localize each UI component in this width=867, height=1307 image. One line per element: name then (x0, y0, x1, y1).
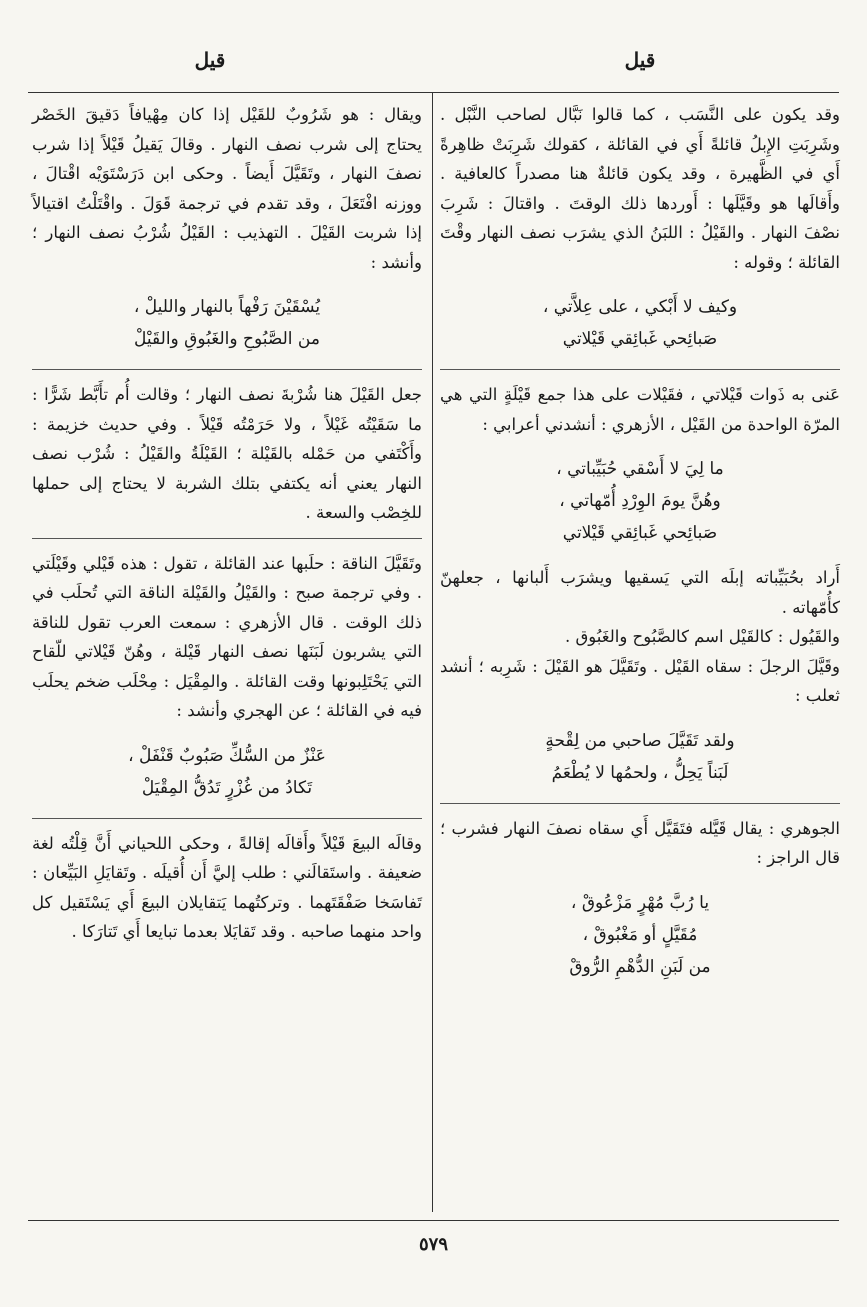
left-verse-1 (32, 291, 422, 355)
header-right-word: قيل (624, 48, 656, 72)
section-separator (32, 538, 422, 539)
page-number: ٥٧٩ (418, 1234, 448, 1255)
right-paragraph-6: الجوهري : يقال قَيَّله فتَقَيَّل أَي سقاه نصفَ النهار فشرب ؛ قال الراجز : (440, 818, 840, 867)
verse-line: تَكادُ من غُزْرٍ تَدُقُّ المِقْيَلْ (141, 777, 313, 798)
verse-line: ما لِيَ لا أَسْقي حُبَيِّباتي ، (556, 459, 724, 479)
bottom-rule (28, 1220, 839, 1221)
column-divider (432, 92, 433, 1212)
left-paragraph-3: وتَقَيَّلَ الناقة : حلَبها عند القائلة ، تقول : هذه قَيْلي وقَيْلَتي . وفي ترجمة صبح : والقَيْلُ والقَيْلة الناقة التي تُحلَب في ذلك الوقت . قال الأزهري : سمعت العرب تقول للناقة التي يشربون لَبَنَها نصف النهار قَيْلة ، وهُنّ قَيْلاتي للّقاح التي يَحْتَلِبونها وقت القائلة . والمِقْيَل : مِحْلَب ضخم يحلَب فيه في القائلة ؛ عن الهجري وأنشد : (32, 553, 422, 720)
top-rule (28, 92, 839, 93)
section-separator (32, 369, 422, 370)
left-paragraph-4: وقالَه البيعَ قَيْلاً وأَقالَه إقالةً ، وحكى اللحياني أَنَّ قِلْتُه لغة ضعيفة . واستَقالَني : طلب إليَّ أَن أُقيلَه . وتَقايَلِ البَيِّعان : تَفاسَخا صَفْقَتَهما . وتركتُهما يَتقايلان البيعَ أَي يَسْتَقيل كل واحد منهما صاحبه . وقد تَقايَلا بعدما تبايعا أَي تَتارَكا . (32, 833, 422, 941)
verse-line: يا رُبَّ مُهْرٍ مَزْعُوقْ ، (570, 892, 710, 913)
verse-line: وكيف لا أَبْكي ، على عِلاَّتي ، (542, 297, 738, 317)
verse-line: يُسْقَيْنَ رَفْهاً بالنهار والليلْ ، (133, 297, 321, 317)
right-paragraph-1: وقد يكون على النَّسَب ، كما قالوا نَبَّال لصاحب النَّبْل . وشَرِبَتِ الإِبلُ قائلةً أَي في القائلة ، كقولك شَرِبَتْ ظاهِرةً أَي في الظَّهيرة ، وقد يكون قائلةٌ هنا مصدراً كالعافية . وأَقالَها هو وقَيَّلَها : أَوردها ذلك الوقتَ . واقتالَ : شَرِبَ نصْفَ النهار . والقَيْلُ : اللبَنُ الذي يشرَب نصف النهار وقْتَ القائلة ؛ وقوله : (440, 105, 840, 272)
verse-line: صَبائِحي غَبائِقي قَيْلاتي (562, 523, 718, 543)
left-column (32, 100, 422, 947)
section-separator (440, 369, 840, 370)
right-verse-4 (440, 887, 840, 983)
section-separator (32, 818, 422, 819)
left-paragraph-2: جعل القَيْلَ هنا شُرْبةَ نصف النهار ؛ وقالت أُم تأَبَّط شَرًّا : ما سَقَيْتُه غَيْلاً ، ولا حَرَمْتُه قَيْلاً . وفي حديث خزيمة : وأَكْتَفي من حَمْله بالقَيْلة ؛ القَيْلَةُ والقَيْلُ : شُرْب نصف النهار يعني أنه يكتفي بتلك الشربة لا يحتاج إلى حملها للخِصْب والسعة . (32, 385, 422, 522)
verse-line: من الصَّبُوحِ والغَبُوقِ والقَيْلْ (134, 329, 320, 349)
section-separator (440, 803, 840, 804)
verse-line: من لَبَنِ الدُّهْمِ الرُّوقْ (569, 956, 711, 977)
left-paragraph-1: ويقال : هو شَرُوبٌ للقَيْل إذا كان مِهْيافاً دَقيقَ الخَصْر يحتاج إلى شرب نصف النهار . وقالَ يَقيلُ قَيْلاً إذا شرب نصفَ النهار ، وتَقَيَّلَ أَيضاً . وحكى ابن دَرَسْتَوَيْه اقْتالَ ، ووزنه افْتَعَلَ ، وقد تقدم في ترجمة قَوَلَ . واقْتَلْتُ اقتيالاً إذا شربت القَيْلَ . التهذيب : القَيْلُ شُرْبُ نصف النهار ؛ وأنشد : (32, 105, 422, 272)
right-column (440, 100, 840, 997)
right-verse-3 (440, 725, 840, 789)
right-paragraph-2: عَنى به ذَوات قَيْلاتي ، فقَيْلات على هذا جمع قَيْلَةٍ التي هي المرّة الواحدة من القَيْل ، الأزهري : أنشدني أعرابي : (440, 385, 840, 434)
right-paragraph-5: وقَيَّلَ الرجلَ : سقاه القَيْل . وتَقَيَّلَ هو القَيْلَ : شَرِبه ؛ أنشد ثعلب : (440, 656, 840, 705)
left-verse-2 (32, 740, 422, 804)
header-left-word: قيل (194, 48, 226, 72)
right-verse-1 (440, 291, 840, 355)
verse-line: وهُنَّ يومَ الوِرْدِ أُمّهاتي ، (559, 491, 721, 511)
verse-line: لَبَناً يَحِلُّ ، ولحمُها لا يُطْعَمُ (551, 762, 729, 783)
verse-line: مُقَيَّلٍ أو مَغْبُوقْ ، (582, 924, 698, 945)
right-paragraph-3: أَراد بحُبَيِّباته إبلَه التي يَسقيها ويشرَب أَلبانها ، جعلهنّ كأُمّهاته . (440, 568, 840, 617)
right-verse-2 (440, 453, 840, 549)
verse-line: ولقد تَقَيَّلَ صاحبي من لِقْحةٍ (545, 730, 735, 751)
right-paragraph-4: والقَيُول : كالقَيْل اسم كالصَّبُوح والغَبُوق . (564, 627, 840, 646)
verse-line: عَنْزٌ من السُّكِّ صَبُوبٌ قَنْفَلْ ، (128, 745, 326, 766)
verse-line: صَبائِحي غَبائِقي قَيْلاتي (562, 329, 718, 349)
